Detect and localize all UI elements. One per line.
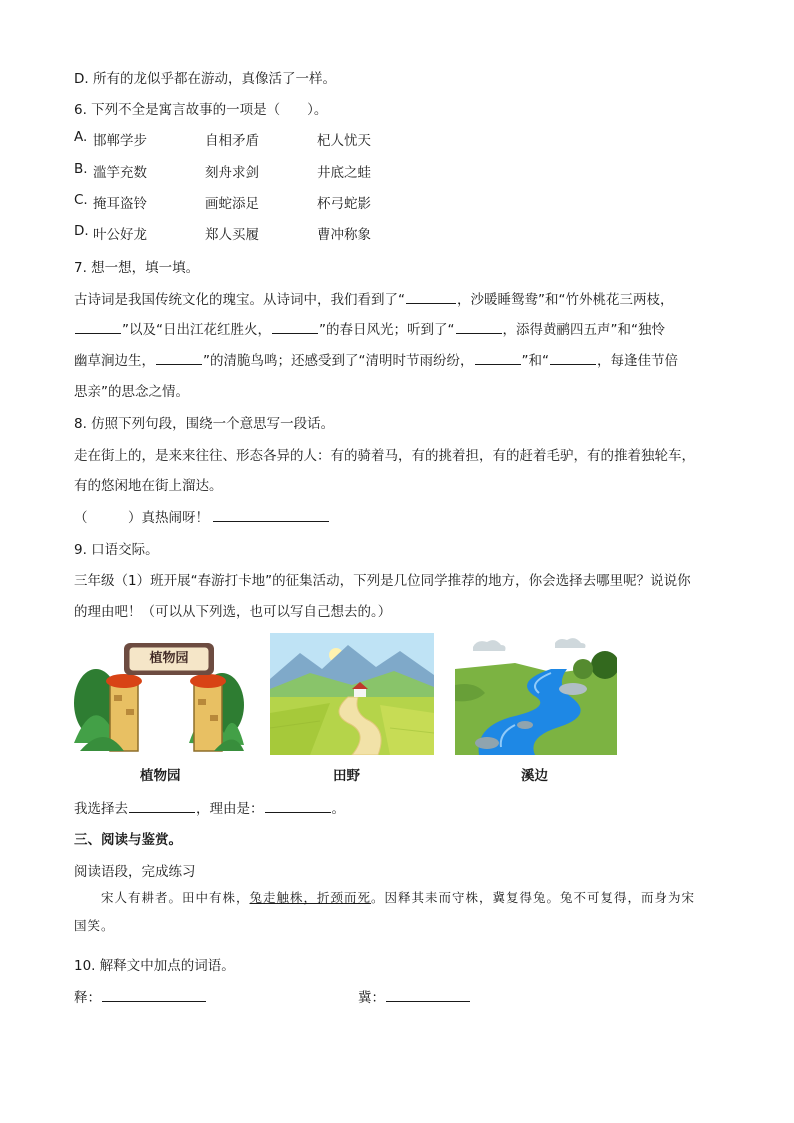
text: ”以及“日出江花红胜火， xyxy=(122,322,271,338)
caption-field: 田野 xyxy=(333,768,360,784)
option-word-1: 叶公好龙 xyxy=(93,227,147,243)
q9-paragraph-line-2: 的理由吧！（可以从下列选，也可以写自己想去的。） xyxy=(74,604,392,620)
reason-blank[interactable] xyxy=(265,800,331,813)
option-d-line: D. 所有的龙似乎都在游动，真像活了一样。 xyxy=(74,71,336,87)
shi-blank[interactable] xyxy=(102,989,206,1002)
option-word-2: 画蛇添足 xyxy=(205,196,259,212)
option-word-1: 邯郸学步 xyxy=(93,133,147,149)
q8-answer-line xyxy=(74,506,330,526)
text: ，沙暖睡鸳鸯”和“竹外桃花三两枝， xyxy=(457,292,674,308)
question-6: 6. 下列不全是寓言故事的一项是（ ）。 xyxy=(74,102,328,118)
option-word-3: 曹冲称象 xyxy=(317,227,371,243)
caption-stream: 溪边 xyxy=(521,768,548,784)
q7-text-line-1 xyxy=(74,288,674,308)
stream-image xyxy=(455,633,617,755)
fill-blank[interactable] xyxy=(406,291,456,304)
text: 。 xyxy=(331,801,345,817)
q8-paragraph-line-1: 走在街上的，是来来往往、形态各异的人：有的骑着马，有的挑着担，有的赶着毛驴，有的推着独轮车， xyxy=(74,448,695,464)
answer-blank[interactable] xyxy=(213,509,329,522)
q9-paragraph-line-1: 三年级（1）班开展“春游打卡地”的征集活动，下列是几位同学推荐的地方，你会选择去哪里呢？说说你 xyxy=(74,573,691,589)
fill-blank[interactable] xyxy=(475,352,521,365)
option-word-1: 掩耳盗铃 xyxy=(93,196,147,212)
text: 。因释其耒而守株，冀复得兔。兔不可复得，而身为宋 xyxy=(371,890,696,905)
text: 冀： xyxy=(358,990,385,1006)
garden-sign-text: 植物园 xyxy=(149,651,189,666)
question-9: 9. 口语交际。 xyxy=(74,542,159,558)
text: ”的清脆鸟鸣；还感受到了“清明时节雨纷纷， xyxy=(203,353,474,369)
shi-answer-line xyxy=(74,986,207,1006)
option-letter: D. xyxy=(74,223,89,239)
fill-blank[interactable] xyxy=(456,321,502,334)
classical-passage-end: 国笑。 xyxy=(74,918,115,933)
text: ”和“ xyxy=(521,353,549,369)
option-word-2: 郑人买履 xyxy=(205,227,259,243)
option-word-1: 滥竽充数 xyxy=(93,165,147,181)
option-word-3: 井底之蛙 xyxy=(317,165,371,181)
option-letter: B. xyxy=(74,161,88,177)
text: ”的春日风光；听到了“ xyxy=(319,322,455,338)
text: 我选择去 xyxy=(74,801,128,817)
option-word-2: 刻舟求剑 xyxy=(205,165,259,181)
option-word-3: 杞人忧天 xyxy=(317,133,371,149)
place-blank[interactable] xyxy=(129,800,195,813)
text: 释： xyxy=(74,990,101,1006)
fill-blank[interactable] xyxy=(550,352,596,365)
option-letter: A. xyxy=(74,129,88,145)
fill-blank[interactable] xyxy=(272,321,318,334)
field-image xyxy=(270,633,434,755)
text: ，每逢佳节倍 xyxy=(597,353,678,369)
option-letter: C. xyxy=(74,192,88,208)
text: 古诗词是我国传统文化的瑰宝。从诗词中，我们看到了“ xyxy=(74,292,405,308)
fill-blank[interactable] xyxy=(156,352,202,365)
q7-text-line-2 xyxy=(74,318,665,338)
text: ，添得黄鹂四五声”和“独怜 xyxy=(502,322,665,338)
caption-botanical-garden: 植物园 xyxy=(140,768,181,784)
option-word-3: 杯弓蛇影 xyxy=(317,196,371,212)
q7-text-line-3 xyxy=(74,349,678,369)
question-8: 8. 仿照下列句段，围绕一个意思写一段话。 xyxy=(74,416,335,432)
option-word-2: 自相矛盾 xyxy=(205,133,259,149)
ji-answer-line xyxy=(358,986,471,1006)
classical-passage xyxy=(74,884,724,911)
fill-blank[interactable] xyxy=(75,321,121,334)
choose-line xyxy=(74,797,345,817)
text: （ ）真热闹呀！ xyxy=(74,510,209,526)
section-3-heading: 三、阅读与鉴赏。 xyxy=(74,832,182,848)
q7-text-line-4: 思亲”的思念之情。 xyxy=(74,384,189,400)
botanical-garden-image xyxy=(74,633,244,755)
question-10: 10. 解释文中加点的词语。 xyxy=(74,958,235,974)
text: 宋人有耕者。田中有株， xyxy=(101,890,250,905)
reading-instruction: 阅读语段，完成练习 xyxy=(74,864,196,880)
text: 幽草涧边生， xyxy=(74,353,155,369)
ji-blank[interactable] xyxy=(386,989,470,1002)
q8-paragraph-line-2: 有的悠闲地在街上溜达。 xyxy=(74,478,223,494)
underlined-phrase: 兔走触株，折颈而死 xyxy=(249,890,372,905)
text: ，理由是： xyxy=(196,801,264,817)
question-7: 7. 想一想，填一填。 xyxy=(74,260,200,276)
